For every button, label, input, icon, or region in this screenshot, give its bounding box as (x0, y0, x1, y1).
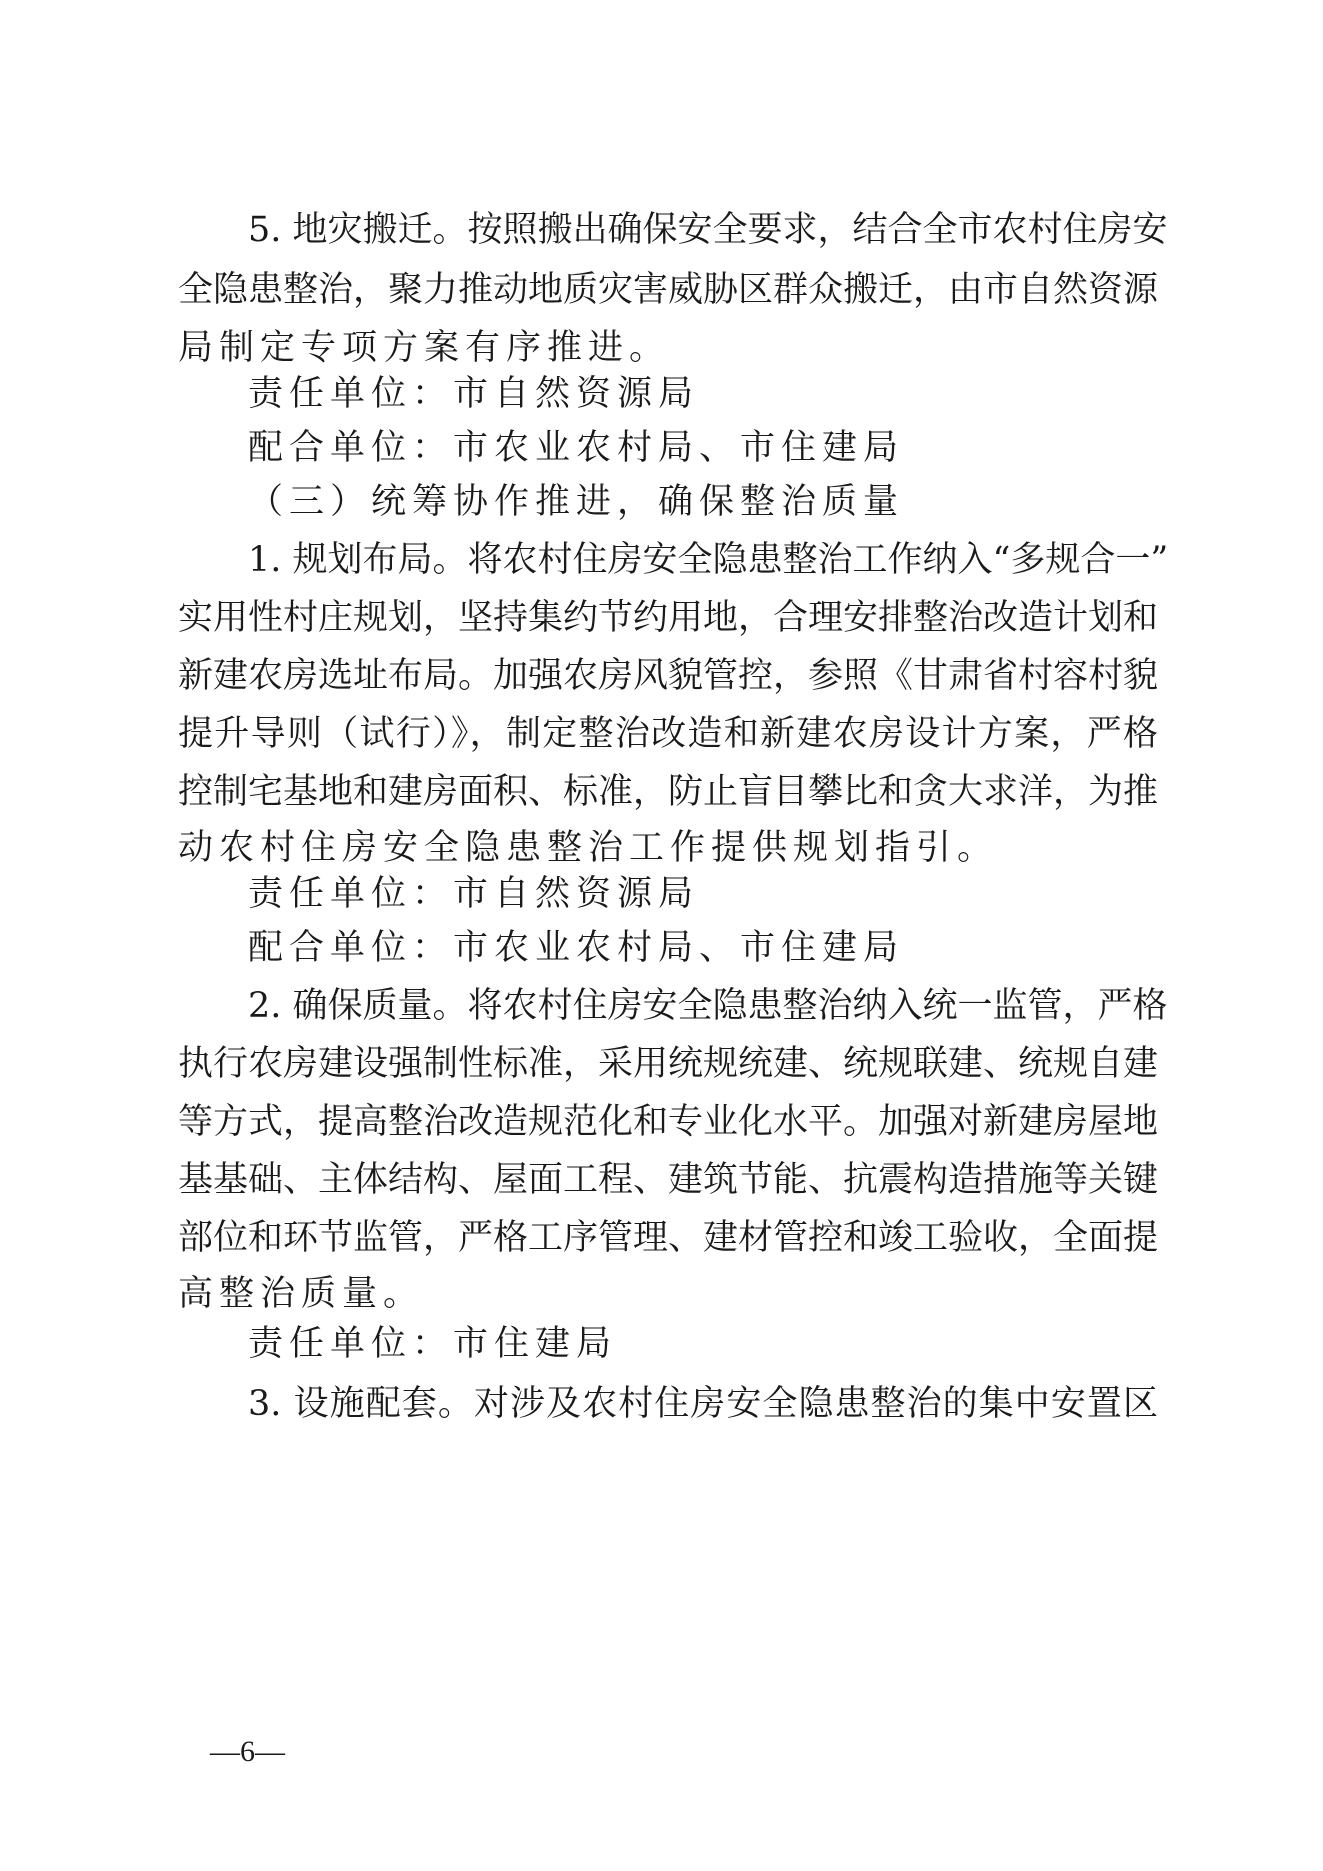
paragraph-3-line-1: 3. 设施配套。对涉及农村住房安全隐患整治的集中安置区 (248, 1384, 1158, 1424)
paragraph-1-line-3: 新建农房选址布局。加强农房风貌管控，参照《甘肃省村容村貌 (178, 656, 1159, 696)
paragraph-1-line-4: 提升导则（试行）》，制定整治改造和新建农房设计方案，严格 (178, 714, 1158, 754)
paragraph-5-line-3: 局制定专项方案有序推进。 (178, 328, 671, 368)
cooperating-unit-2: 配合单位：市农业农村局、市住建局 (248, 928, 905, 968)
paragraph-2-line-1: 2. 确保质量。将农村住房安全隐患整治纳入统一监管，严格 (248, 986, 1168, 1026)
page-number: —6— (210, 1735, 285, 1768)
section-heading-3: （三）统筹协作推进，确保整治质量 (248, 482, 905, 522)
paragraph-1-line-1: 1. 规划布局。将农村住房安全隐患整治工作纳入“多规合一” (248, 540, 1169, 580)
paragraph-2-line-4: 基基础、主体结构、屋面工程、建筑节能、抗震构造措施等关键 (178, 1160, 1159, 1200)
paragraph-1-line-5: 控制宅基地和建房面积、标准，防止盲目攀比和贪大求洋，为推 (178, 772, 1159, 812)
responsible-unit-1: 责任单位：市自然资源局 (248, 374, 700, 414)
responsible-unit-3: 责任单位：市住建局 (248, 1324, 618, 1364)
paragraph-5-line-1: 5. 地灾搬迁。按照搬出确保安全要求，结合全市农村住房安 (248, 210, 1168, 250)
paragraph-2-line-5: 部位和环节监管，严格工序管理、建材管控和竣工验收，全面提 (178, 1218, 1159, 1258)
paragraph-2-line-3: 等方式，提高整治改造规范化和专业化水平。加强对新建房屋地 (178, 1102, 1159, 1142)
paragraph-1-line-6: 动农村住房安全隐患整治工作提供规划指引。 (178, 828, 999, 868)
paragraph-1-line-2: 实用性村庄规划，坚持集约节约用地，合理安排整治改造计划和 (178, 598, 1159, 638)
responsible-unit-2: 责任单位：市自然资源局 (248, 874, 700, 914)
paragraph-2-line-6: 高整治质量。 (178, 1274, 425, 1314)
paragraph-2-line-2: 执行农房建设强制性标准，采用统规统建、统规联建、统规自建 (178, 1044, 1159, 1084)
cooperating-unit-1: 配合单位：市农业农村局、市住建局 (248, 428, 905, 468)
paragraph-5-line-2: 全隐患整治，聚力推动地质灾害威胁区群众搬迁，由市自然资源 (178, 270, 1159, 310)
